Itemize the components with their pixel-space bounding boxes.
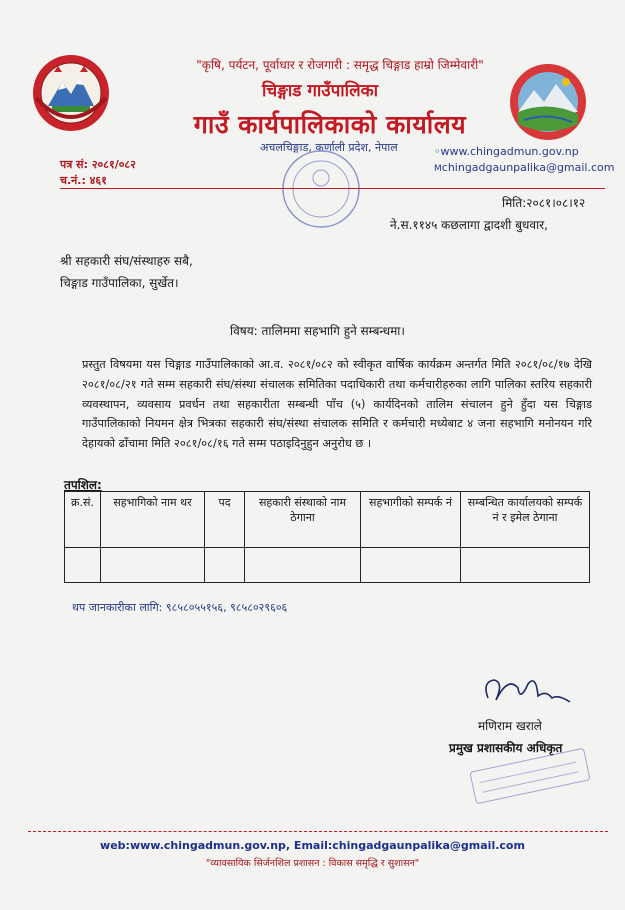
globe-icon: ◦ [434,145,441,158]
recipient-line-2: चिङ्गाड गाउँपालिका, सुर्खेत। [60,276,179,290]
website-link[interactable] [434,145,579,158]
col-position: पद [205,492,245,548]
participant-table [64,491,590,583]
signatory-name: मणिराम खराले [478,719,542,733]
letter-subject: विषय: तालिममा सहभागि हुने सम्बन्धमा। [230,324,405,338]
footer-divider [28,831,608,832]
email-text: chingadgaunpalika@gmail.com [441,161,615,174]
nepal-sambat-date: ने.स.११४५ कछलागा द्वादशी बुधवार, [390,218,548,232]
col-participant-contact: सहभागीको सम्पर्क नं [361,492,461,548]
municipality-logo [508,62,588,142]
nepal-emblem-logo [30,52,112,134]
col-serial: क्र.सं. [65,492,101,548]
letter-body: प्रस्तुत विषयमा यस चिङ्गाड गाउँपालिकाको आ.व. २०८१/०८२ को स्वीकृत वार्षिक कार्यक्रम अन्तर्गत मिति २०८१/०८/१७ देखि २०८१/०८/२१ गते सम्म सहकारी संघ/संस्था संचालक समितिका पदाधिकारी तथा कर्मचारीहरुका लागि पालिका स्तरिय सहकारी व्यवस्थापन, व्यवसाय प्रवर्धन तथा सहकारीता सम्बन्धी पाँच (५) कार्यदिनको तालिम संचालन हुने हुँदा यस चिङ्गाड गाउँपालिकाको नियमन क्षेत्र भित्रका सहकारी संघ/संस्था संचालक समिति र कर्मचारी मध्येबाट ४ जना सहभागि मनोनयन गरि देहायको ढाँचामा मिति २०८१/०८/१६ गते सम्म पठाइदिनुहुन अनुरोध छ । [82,358,592,451]
email-link[interactable] [434,161,614,174]
col-office-contact: सम्बन्धित कार्यालयको सम्पर्क नं र इमेल ठेगाना [461,492,590,548]
col-cooperative-name: सहकारी संस्थाको नाम ठेगाना [245,492,361,548]
website-text: www.chingadmun.gov.np [440,145,579,158]
col-participant-name: सहभागिको नाम थर [101,492,205,548]
table-header-row [65,492,590,548]
letter-date: मिति:२०८१।०८।१२ [502,196,586,210]
signature [478,668,578,716]
mail-icon: M [434,164,442,174]
header-divider [60,188,605,189]
signatory-title: प्रमुख प्रशासकीय अधिकृत [449,741,563,755]
office-stamp [280,148,362,230]
office-name: चिङ्गाड गाउँपालिका [261,81,379,101]
table-row [65,548,590,583]
header-motto: "कृषि, पर्यटन, पूर्वाधार र रोजगारी : समृद्ध चिङ्गाड हाम्रो जिम्मेवारी" [196,58,484,72]
tapasil-label: तपशिल: [64,478,102,492]
patra-sankhya: पत्र सं: २०८१/०८२ [60,158,136,171]
chalani-number: च.नं.: ४६१ [60,174,107,187]
footer-motto: "व्यावसायिक सिर्जनशिल प्रशासन : विकास समृद्धि र सुशासन" [205,858,420,869]
recipient-line-1: श्री सहकारी संघ/संस्थाहरु सबै, [60,254,193,268]
footer-web-email[interactable]: web:www.chingadmun.gov.np, Email:chingadgaunpalika@gmail.com [100,839,525,852]
office-address: अचलचिङ्गाड, कर्णाली प्रदेश, नेपाल [260,141,398,154]
contact-info: थप जानकारीका लागि: ९८५८०५५१५६, ९८५८०२९६०६ [72,601,288,614]
page-title: गाउँ कार्यपालिकाको कार्यालय [193,110,467,139]
